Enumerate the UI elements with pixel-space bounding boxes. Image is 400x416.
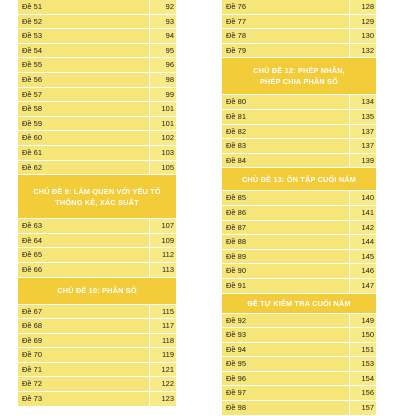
page-number: 101: [150, 117, 176, 131]
page-number: 102: [150, 131, 176, 145]
list-item: [222, 386, 376, 401]
exam-label: Đề 70: [18, 348, 150, 362]
list-item: [18, 73, 176, 88]
exam-label: Đề 64: [18, 234, 150, 248]
list-item: [222, 235, 376, 250]
page-number: 144: [350, 235, 376, 249]
exam-label: Đề 61: [18, 146, 150, 160]
list-item: [222, 401, 376, 416]
exam-label: Đề 68: [18, 319, 150, 333]
exam-label: Đề 57: [18, 88, 150, 102]
list-item: [222, 279, 376, 294]
exam-label: Đề 51: [18, 0, 150, 14]
topic-9-title-line2: THỐNG KÊ, XÁC SUẤT: [55, 197, 139, 207]
exam-label: Đề 98: [222, 401, 350, 415]
exam-label: Đề 73: [18, 392, 150, 406]
exam-label: Đề 69: [18, 334, 150, 348]
list-item: [18, 15, 176, 30]
page-number: 107: [150, 219, 176, 233]
exam-label: Đề 55: [18, 58, 150, 72]
list-item: [18, 102, 176, 117]
page-number: 145: [350, 250, 376, 264]
list-item: [18, 131, 176, 146]
page-number: 130: [350, 29, 376, 43]
exam-label: Đề 93: [222, 328, 350, 342]
page-number: 101: [150, 102, 176, 116]
page-number: 119: [150, 348, 176, 362]
exam-label: Đề 88: [222, 235, 350, 249]
page-number: 109: [150, 234, 176, 248]
page-number: 149: [350, 314, 376, 328]
topic-12-header: [222, 58, 376, 95]
page-number: 139: [350, 154, 376, 168]
topic-13-header: [222, 168, 376, 191]
list-item: [18, 263, 176, 278]
page-number: 142: [350, 221, 376, 235]
list-item: [18, 305, 176, 320]
topic-10-header: [18, 278, 176, 305]
exam-label: Đề 84: [222, 154, 350, 168]
list-item: [18, 234, 176, 249]
page-number: 154: [350, 372, 376, 386]
left-rows-a: [18, 0, 176, 175]
page-number: 112: [150, 248, 176, 262]
exam-label: Đề 72: [18, 377, 150, 391]
page-number: 103: [150, 146, 176, 160]
exam-label: Đề 58: [18, 102, 150, 116]
page-number: 137: [350, 139, 376, 153]
page-number: 135: [350, 110, 376, 124]
exam-label: Đề 95: [222, 357, 350, 371]
page-number: 137: [350, 125, 376, 139]
list-item: [18, 58, 176, 73]
list-item: [222, 95, 376, 110]
exam-label: Đề 78: [222, 29, 350, 43]
page-number: 94: [150, 29, 176, 43]
list-item: [222, 110, 376, 125]
page-number: 157: [350, 401, 376, 415]
list-item: [222, 343, 376, 358]
page-number: 123: [150, 392, 176, 406]
exam-label: Đề 80: [222, 95, 350, 109]
list-item: [18, 348, 176, 363]
topic-9-title-line1: CHỦ ĐỀ 9: LÀM QUEN VỚI YẾU TỐ: [33, 186, 161, 196]
page-number: 105: [150, 161, 176, 175]
exam-label: Đề 90: [222, 264, 350, 278]
list-item: [222, 125, 376, 140]
page-number: 132: [350, 44, 376, 58]
page-number: 128: [350, 0, 376, 14]
exam-label: Đề 82: [222, 125, 350, 139]
page-number: 113: [150, 263, 176, 277]
list-item: [222, 221, 376, 236]
exam-label: Đề 97: [222, 386, 350, 400]
right-rows-b: [222, 95, 376, 168]
page-number: 147: [350, 279, 376, 293]
page-number: 141: [350, 206, 376, 220]
exam-label: Đề 94: [222, 343, 350, 357]
exam-label: Đề 62: [18, 161, 150, 175]
final-test-header: [222, 294, 376, 314]
exam-label: Đề 79: [222, 44, 350, 58]
exam-label: Đề 77: [222, 15, 350, 29]
page-number: 122: [150, 377, 176, 391]
exam-label: Đề 52: [18, 15, 150, 29]
final-test-title: ĐỀ TỰ KIỂM TRA CUỐI NĂM: [247, 298, 351, 308]
right-column: [222, 0, 376, 413]
list-item: [18, 29, 176, 44]
right-rows-d: [222, 314, 376, 416]
page-number: 121: [150, 363, 176, 377]
list-item: [222, 250, 376, 265]
page-number: 99: [150, 88, 176, 102]
page-number: 117: [150, 319, 176, 333]
page-number: 95: [150, 44, 176, 58]
list-item: [222, 191, 376, 206]
page-number: 146: [350, 264, 376, 278]
exam-label: Đề 91: [222, 279, 350, 293]
list-item: [222, 264, 376, 279]
exam-label: Đề 65: [18, 248, 150, 262]
list-item: [222, 314, 376, 329]
page-number: 151: [350, 343, 376, 357]
list-item: [222, 206, 376, 221]
exam-label: Đề 86: [222, 206, 350, 220]
page-number: 118: [150, 334, 176, 348]
exam-label: Đề 67: [18, 305, 150, 319]
left-rows-c: [18, 305, 176, 407]
topic-12-title-line1: CHỦ ĐỀ 12: PHÉP NHÂN,: [253, 66, 345, 76]
page-number: 129: [350, 15, 376, 29]
list-item: [222, 372, 376, 387]
exam-label: Đề 87: [222, 221, 350, 235]
exam-label: Đề 56: [18, 73, 150, 87]
list-item: [18, 44, 176, 59]
exam-label: Đề 81: [222, 110, 350, 124]
page-number: 140: [350, 191, 376, 205]
left-column: [18, 0, 176, 404]
page-number: 134: [350, 95, 376, 109]
list-item: [222, 154, 376, 169]
list-item: [222, 357, 376, 372]
page-number: 156: [350, 386, 376, 400]
exam-label: Đề 63: [18, 219, 150, 233]
left-rows-b: [18, 219, 176, 277]
list-item: [222, 15, 376, 30]
page-number: 115: [150, 305, 176, 319]
page-number: 92: [150, 0, 176, 14]
list-item: [18, 146, 176, 161]
exam-label: Đề 60: [18, 131, 150, 145]
list-item: [222, 29, 376, 44]
list-item: [18, 0, 176, 15]
exam-label: Đề 92: [222, 314, 350, 328]
page-number: 153: [350, 357, 376, 371]
exam-label: Đề 71: [18, 363, 150, 377]
list-item: [222, 139, 376, 154]
topic-13-title: CHỦ ĐỀ 13: ÔN TẬP CUỐI NĂM: [241, 174, 357, 184]
list-item: [18, 117, 176, 132]
exam-label: Đề 76: [222, 0, 350, 14]
list-item: [222, 328, 376, 343]
page-number: 98: [150, 73, 176, 87]
exam-label: Đề 85: [222, 191, 350, 205]
list-item: [18, 248, 176, 263]
list-item: [18, 334, 176, 349]
list-item: [222, 44, 376, 59]
exam-label: Đề 59: [18, 117, 150, 131]
page-number: 150: [350, 328, 376, 342]
list-item: [18, 392, 176, 407]
exam-label: Đề 89: [222, 250, 350, 264]
list-item: [18, 377, 176, 392]
topic-9-header: [18, 175, 176, 219]
exam-label: Đề 54: [18, 44, 150, 58]
list-item: [18, 219, 176, 234]
list-item: [18, 161, 176, 176]
topic-10-title: CHỦ ĐỀ 10: PHÂN SỐ: [57, 286, 137, 295]
list-item: [18, 88, 176, 103]
list-item: [18, 319, 176, 334]
list-item: [18, 363, 176, 378]
exam-label: Đề 53: [18, 29, 150, 43]
right-rows-a: [222, 0, 376, 58]
page-number: 96: [150, 58, 176, 72]
exam-label: Đề 96: [222, 372, 350, 386]
exam-label: Đề 83: [222, 139, 350, 153]
page-number: 93: [150, 15, 176, 29]
exam-label: Đề 66: [18, 263, 150, 277]
right-rows-c: [222, 191, 376, 293]
topic-12-title-line2: PHÉP CHIA PHÂN SỐ: [259, 77, 338, 87]
list-item: [222, 0, 376, 15]
